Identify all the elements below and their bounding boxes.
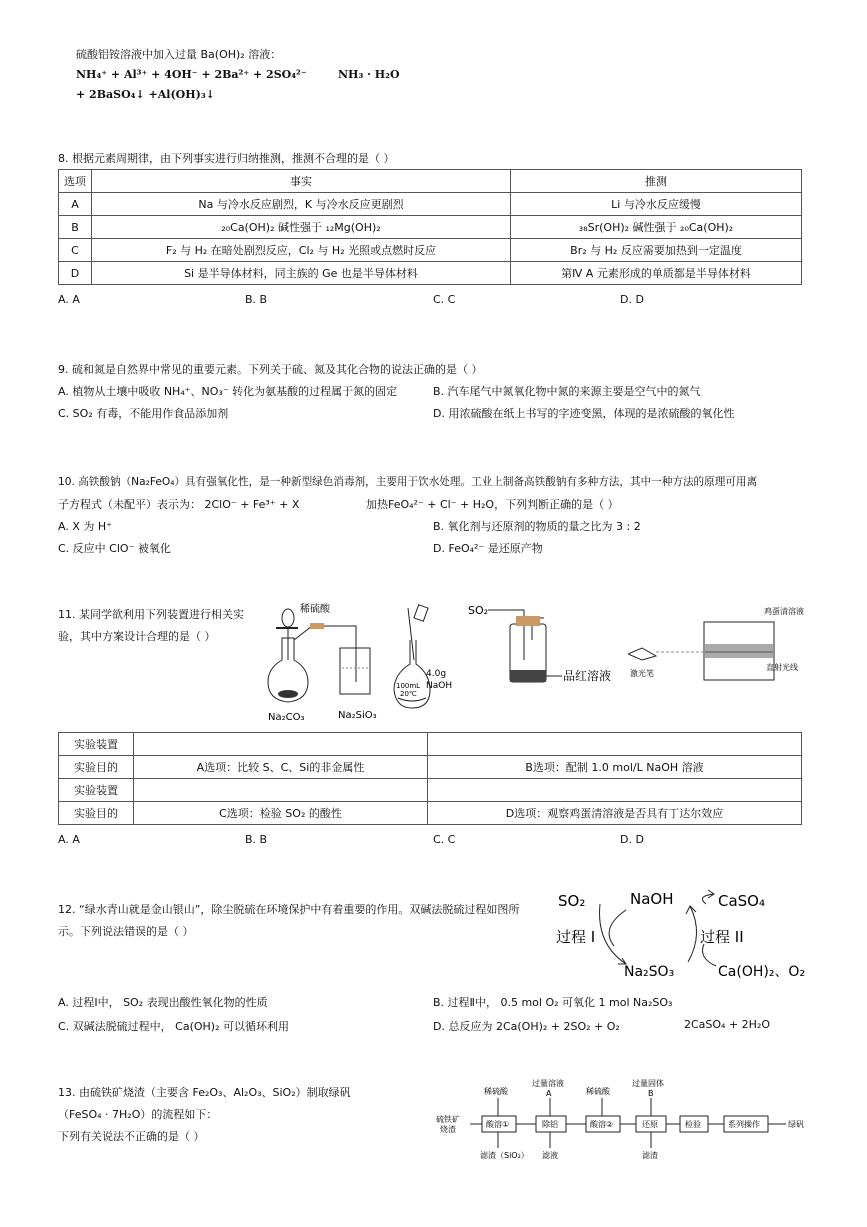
q9-option-d[interactable]: D. 用浓硫酸在纸上书写的字迹变黑，体现的是浓硫酸的氧化性	[433, 407, 735, 420]
q12-option-a[interactable]: A. 过程Ⅰ中， SO₂ 表现出酸性氧化物的性质	[58, 996, 268, 1009]
product-label: 绿矾	[788, 1120, 804, 1129]
top-intro: 硫酸铝铵溶液中加入过量 Ba(OH)₂ 溶液：	[76, 48, 282, 61]
q10-line1: 10. 高铁酸钠（Na₂FeO₄）具有强氧化性，是一种新型绿色消毒剂，主要用于饮水处理。工业上制备高铁酸钠有多种方法，其中一种方法的原理可用离	[58, 476, 758, 488]
process-2-label: 过程 II	[700, 928, 744, 946]
acid2-label: 稀硫酸	[586, 1087, 610, 1096]
q11-row-right	[428, 779, 802, 802]
q10-option-b[interactable]: B. 氧化剂与还原剂的物质的量之比为 3 : 2	[433, 520, 641, 533]
q11-row-right: D选项：观察鸡蛋清溶液是否具有丁达尔效应	[428, 802, 802, 825]
arrow-icon	[688, 906, 697, 962]
q11-row-right	[428, 733, 802, 756]
q11-row-right: B选项：配制 1.0 mol/L NaOH 溶液	[428, 756, 802, 779]
q8-row-opt: A	[59, 193, 92, 216]
table-row	[59, 779, 802, 802]
q12-stem-line2: 示。下列说法错误的是（ ）	[58, 925, 194, 938]
q8-row-infer: 第Ⅳ A 元素形成的单质都是半导体材料	[511, 262, 802, 285]
table-row	[59, 239, 802, 262]
naoh-node: NaOH	[630, 890, 674, 908]
q8-row-fact: Na 与冷水反应剧烈，K 与冷水反应更剧烈	[92, 193, 511, 216]
caso4-node: CaSO₄	[718, 892, 766, 910]
na2sio3-label: Na₂SiO₃	[338, 710, 377, 721]
q11-row-label: 实验目的	[59, 756, 134, 779]
beaker-icon	[340, 648, 370, 694]
top-eq-line2: + 2BaSO₄↓ +Al(OH)₃↓	[76, 88, 215, 101]
q13-stem-line3: 下列有关说法不正确的是（ ）	[58, 1130, 205, 1143]
so2-node: SO₂	[558, 892, 586, 910]
q11-apparatus-c	[466, 600, 626, 690]
q11-row-label: 实验装置	[59, 779, 134, 802]
step-remove-al-label: 除铝	[542, 1120, 558, 1129]
q11-option-c[interactable]: C. C	[433, 833, 456, 846]
q8-row-fact: F₂ 与 H₂ 在暗处剧烈反应，Cl₂ 与 H₂ 光照或点燃时反应	[92, 239, 511, 262]
table-row	[59, 756, 802, 779]
step-acid2-label: 酸溶②	[590, 1120, 614, 1129]
q8-row-infer: Li 与冷水反应缓慢	[511, 193, 802, 216]
q8-row-opt: D	[59, 262, 92, 285]
q11-row-left: C选项：检验 SO₂ 的酸性	[134, 802, 428, 825]
top-eq-right: NH₃ · H₂O	[338, 68, 400, 81]
na2so3-node: Na₂SO₃	[624, 964, 675, 980]
q8-option-d[interactable]: D. D	[620, 293, 644, 306]
top-eq-line1: NH₄⁺ + Al³⁺ + 4OH⁻ + 2Ba²⁺ + 2SO₄²⁻	[76, 68, 307, 81]
table-row	[59, 193, 802, 216]
q11-stem-line2: 验，其中方案设计合理的是（ ）	[58, 630, 216, 643]
q9-stem: 9. 硫和氮是自然界中常见的重要元素。下列关于硫、氮及其化合物的说法正确的是（ ）	[58, 363, 483, 376]
q11-option-b[interactable]: B. B	[245, 833, 268, 846]
q8-header-opt: 选项	[59, 170, 92, 193]
q12-cycle-diagram	[548, 884, 820, 990]
naoh-label: NaOH	[426, 681, 453, 691]
q8-table	[58, 169, 802, 285]
q11-row-left	[134, 733, 428, 756]
solid-excess-label: 过量固体	[632, 1079, 664, 1088]
pinred-label: 品红溶液	[563, 669, 612, 683]
so2-label: SO₂	[468, 604, 489, 617]
raw-label-2: 烧渣	[440, 1125, 456, 1134]
q8-option-b[interactable]: B. B	[245, 293, 268, 306]
q12-option-c[interactable]: C. 双碱法脱硫过程中， Ca(OH)₂ 可以循环利用	[58, 1020, 290, 1033]
na2co3-label: Na₂CO₃	[268, 712, 305, 723]
q10-option-d[interactable]: D. FeO₄²⁻ 是还原产物	[433, 542, 543, 555]
light-label: 直射光线	[766, 663, 798, 672]
q12-option-d-product: 2CaSO₄ + 2H₂O	[684, 1018, 771, 1031]
egg-white-label: 鸡蛋清溶液	[764, 607, 804, 616]
q9-option-b[interactable]: B. 汽车尾气中氮氧化物中氮的来源主要是空气中的氮气	[433, 385, 701, 398]
caoh2-node: Ca(OH)₂、O₂	[718, 964, 806, 980]
q8-row-infer: ₃₈Sr(OH)₂ 碱性强于 ₂₀Ca(OH)₂	[511, 216, 802, 239]
q8-header-infer: 推测	[511, 170, 802, 193]
q10-option-c[interactable]: C. 反应中 ClO⁻ 被氧化	[58, 542, 171, 555]
filtrate-label: 滤液	[542, 1151, 558, 1160]
q13-flowchart	[436, 1078, 816, 1164]
q8-row-opt: B	[59, 216, 92, 239]
residue-label: 滤渣（SiO₂）	[480, 1151, 529, 1160]
q12-stem-line1: 12. “绿水青山就是金山银山”，除尘脱硫在环境保护中有着重要的作用。双碱法脱硫过程如图所	[58, 903, 520, 916]
residue2-label: 滤渣	[642, 1151, 658, 1160]
acid1-label: 稀硫酸	[484, 1087, 508, 1096]
table-row	[59, 262, 802, 285]
flask-temp-label: 20℃	[400, 690, 417, 698]
flask-volume-label: 100mL	[396, 682, 421, 690]
a-label: A	[546, 1089, 552, 1098]
q8-row-infer: Br₂ 与 H₂ 反应需要加热到一定温度	[511, 239, 802, 262]
q10-option-a[interactable]: A. X 为 H⁺	[58, 520, 112, 533]
step-acid1-label: 酸溶①	[486, 1120, 510, 1129]
q11-option-a[interactable]: A. A	[58, 833, 80, 846]
q11-apparatus-a	[262, 598, 392, 724]
table-row	[59, 733, 802, 756]
q13-stem-line2: （FeSO₄ · 7H₂O）的流程如下：	[58, 1108, 218, 1121]
naoh-excess-label: 过量溶液	[532, 1079, 564, 1088]
step-check-label: 检验	[685, 1120, 701, 1129]
raw-label: 硫铁矿	[436, 1115, 460, 1124]
b-label: B	[648, 1089, 654, 1098]
q13-stem-line1: 13. 由硫铁矿烧渣（主要含 Fe₂O₃、Al₂O₃、SiO₂）制取绿矾	[58, 1086, 351, 1099]
q11-row-left	[134, 779, 428, 802]
q11-apparatus-d	[628, 600, 808, 690]
step-series-label: 系列操作	[728, 1120, 760, 1129]
q8-row-opt: C	[59, 239, 92, 262]
dilute-acid-label: 稀硫酸	[300, 604, 330, 615]
q8-row-fact: Si 是半导体材料，同主族的 Ge 也是半导体材料	[92, 262, 511, 285]
q8-header-fact: 事实	[92, 170, 511, 193]
step-reduce-label: 还原	[642, 1120, 658, 1129]
q10-line2b: 加热FeO₄²⁻ + Cl⁻ + H₂O，下列判断正确的是（ ）	[366, 498, 619, 511]
q8-option-a[interactable]: A. A	[58, 293, 80, 306]
q12-option-d[interactable]: D. 总反应为 2Ca(OH)₂ + 2SO₂ + O₂	[433, 1020, 620, 1033]
q9-option-a[interactable]: A. 植物从土壤中吸收 NH₄⁺、NO₃⁻ 转化为氨基酸的过程属于氮的固定	[58, 385, 398, 398]
q11-apparatus-b	[388, 600, 460, 722]
q11-row-left: A选项：比较 S、C、Si的非金属性	[134, 756, 428, 779]
q8-header-row	[59, 170, 802, 193]
q8-row-fact: ₂₀Ca(OH)₂ 碱性强于 ₁₂Mg(OH)₂	[92, 216, 511, 239]
q8-option-c[interactable]: C. C	[433, 293, 456, 306]
laser-pointer-icon	[628, 648, 656, 660]
q11-option-d[interactable]: D. D	[620, 833, 644, 846]
process-1-label: 过程 I	[556, 928, 596, 946]
laser-label: 激光笔	[630, 669, 654, 678]
q11-table	[58, 732, 802, 825]
q11-row-label: 实验装置	[59, 733, 134, 756]
naoh-mass-label: 4.0g	[426, 669, 447, 679]
q11-row-label: 实验目的	[59, 802, 134, 825]
q12-option-b[interactable]: B. 过程Ⅱ中， 0.5 mol O₂ 可氧化 1 mol Na₂SO₃	[433, 996, 673, 1009]
q8-stem: 8. 根据元素周期律，由下列事实进行归纳推测，推测不合理的是（ ）	[58, 152, 395, 165]
table-row	[59, 802, 802, 825]
q9-option-c[interactable]: C. SO₂ 有毒，不能用作食品添加剂	[58, 407, 229, 420]
table-row	[59, 216, 802, 239]
q10-line2a: 子方程式（未配平）表示为： 2ClO⁻ + Fe³⁺ + X	[58, 498, 300, 511]
funnel-icon	[282, 609, 294, 627]
q11-stem-line1: 11. 某同学欲利用下列装置进行相关实	[58, 608, 244, 621]
